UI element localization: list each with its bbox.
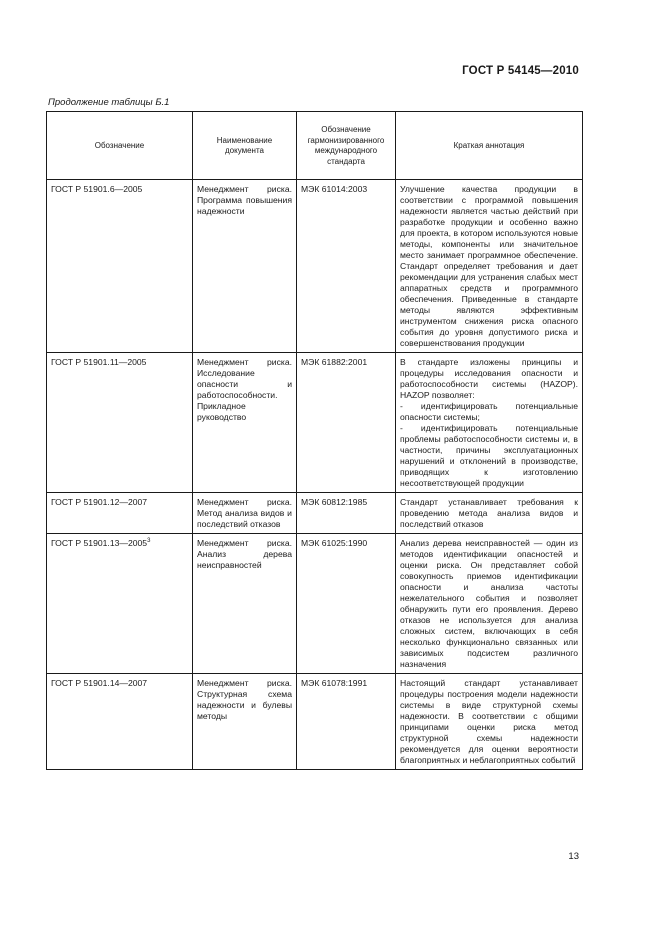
column-header-annotation: Краткая аннотация (396, 112, 583, 180)
standards-table (46, 111, 583, 770)
designation-text: ГОСТ Р 51901.12—2007 (51, 497, 148, 507)
document-header: ГОСТ Р 54145—2010 (462, 65, 579, 77)
table-row (47, 180, 583, 353)
column-header-international-standard: Обозначение гармонизированного международного стандарта (297, 112, 396, 180)
international-standard-cell: МЭК 61025:1990 (297, 534, 396, 674)
international-standard-cell: МЭК 60812:1985 (297, 493, 396, 534)
table-caption: Продолжение таблицы Б.1 (48, 97, 170, 108)
designation-text: ГОСТ Р 51901.11—2005 (51, 357, 147, 367)
designation-text: ГОСТ Р 51901.13—2005 (51, 538, 148, 548)
table-row (47, 674, 583, 770)
table-row (47, 493, 583, 534)
document-name-cell: Менеджмент риска. Исследование опасности и работоспособности. Прикладное руководство (193, 353, 297, 493)
column-header-document-name: Наименование документа (193, 112, 297, 180)
designation-cell (47, 493, 193, 534)
annotation-cell: В стандарте изложены принципы и процедуры исследования опасности и работоспособности системы (HAZOP). HAZOP позволяет: - идентифицировать потенциальные опасности системы; - идентифицировать потенциальные проблемы работоспособности системы и, в частности, причины эксплуатационных нарушений и отклонений в производстве, приводящих к изготовлению несоответствующей продукции (396, 353, 583, 493)
designation-cell (47, 534, 193, 674)
document-name-cell: Менеджмент риска. Анализ дерева неисправностей (193, 534, 297, 674)
international-standard-cell: МЭК 61882:2001 (297, 353, 396, 493)
document-name-cell: Менеджмент риска. Структурная схема надежности и булевы методы (193, 674, 297, 770)
annotation-cell: Настоящий стандарт устанавливает процедуры построения модели надежности системы в виде структурной схемы надежности. В соответствии с общими принципами оценки риска метод структурной схемы надежности рекомендуется для оценки вероятности благоприятных и неблагоприятных событий (396, 674, 583, 770)
international-standard-cell: МЭК 61078:1991 (297, 674, 396, 770)
document-name-cell: Менеджмент риска. Метод анализа видов и последствий отказов (193, 493, 297, 534)
table-row (47, 353, 583, 493)
international-standard-cell: МЭК 61014:2003 (297, 180, 396, 353)
table-header-row (47, 112, 583, 180)
designation-cell (47, 180, 193, 353)
footnote-mark: 3 (147, 538, 151, 545)
document-name-cell: Менеджмент риска. Программа повышения надежности (193, 180, 297, 353)
column-header-designation: Обозначение (47, 112, 193, 180)
designation-text: ГОСТ Р 51901.6—2005 (51, 184, 143, 194)
annotation-cell: Стандарт устанавливает требования к проведению метода анализа видов и последствий отказов (396, 493, 583, 534)
designation-cell (47, 353, 193, 493)
designation-text: ГОСТ Р 51901.14—2007 (51, 678, 148, 688)
table-row (47, 534, 583, 674)
designation-cell (47, 674, 193, 770)
annotation-cell: Анализ дерева неисправностей — один из методов идентификации опасностей и оценки риска. Он представляет собой совокупность приемов идентификации опасности и анализа частоты нежелательного события и позволяет обнаружить пути его проявления. Дерево отказов не используется для анализа сложных систем, включающих в себя несколько функционально связанных или зависимых подсистем различного назначения (396, 534, 583, 674)
page-number: 13 (568, 851, 579, 862)
annotation-cell: Улучшение качества продукции в соответствии с программой повышения надежности является частью действий при разработке продукции и особенно важно для проекта, в котором используются новые методы, компоненты или значительное место занимает программное обеспечение. Стандарт определяет требования и дает рекомендации для устранения слабых мест аппаратных средств и программного обеспечения. Приведенные в стандарте методы являются эффективным инструментом снижения риска опасного события до уровня допустимого риска и совершенствования продукции (396, 180, 583, 353)
